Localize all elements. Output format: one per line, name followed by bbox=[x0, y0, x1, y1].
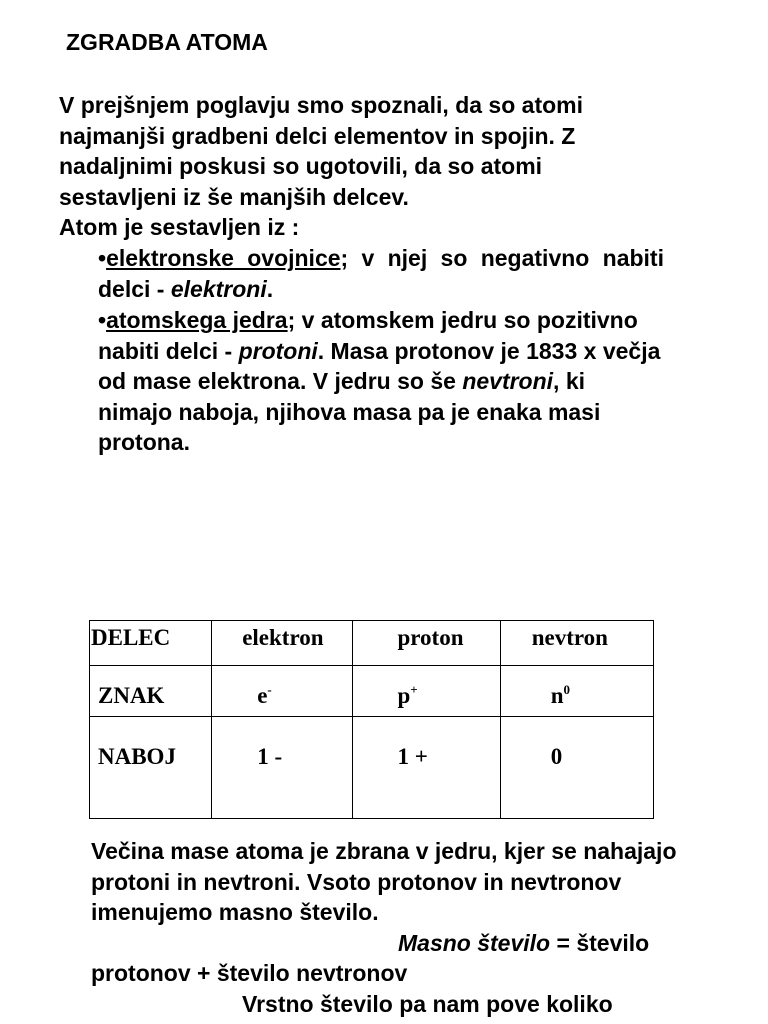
table-cell bbox=[353, 717, 500, 819]
term-electron-shell: elektronske ovojnice bbox=[106, 245, 341, 271]
term-electrons: elektroni bbox=[170, 275, 267, 302]
symbol-charge: + bbox=[410, 682, 418, 698]
table-cell bbox=[212, 666, 353, 717]
mass-equation-continued: protonov + število nevtronov bbox=[91, 960, 408, 986]
neutron-charge: 0 bbox=[550, 744, 563, 770]
header-neutron: nevtron bbox=[531, 625, 608, 650]
header-proton: proton bbox=[397, 625, 464, 650]
item-text: . Masa protonov je 1833 x večja od mase elektrona. V jedru so še bbox=[98, 337, 661, 394]
proton-charge: 1 + bbox=[397, 744, 428, 770]
bullet: • bbox=[98, 245, 107, 271]
bottom-paragraph: Večina mase atoma je zbrana v jedru, kjer se nahajajo protoni in nevtroni. Vsoto protonov in nevtronov imenujemo masno število. bbox=[91, 838, 677, 925]
item-text: , ki nimajo naboja, njihova masa pa je enaka masi protona. bbox=[98, 368, 601, 455]
intro-section bbox=[59, 90, 659, 243]
item-text: ; v atomskem jedru so pozitivno nabiti delci - bbox=[98, 307, 638, 364]
row-label-naboj: NABOJ bbox=[98, 744, 176, 770]
table-cell bbox=[500, 666, 653, 717]
table-cell bbox=[353, 666, 500, 717]
bullet: • bbox=[98, 307, 107, 333]
table-cell bbox=[353, 621, 500, 666]
term-neutrons: nevtroni bbox=[462, 368, 554, 394]
mass-equation: = število bbox=[550, 929, 650, 956]
list-item-electron-shell bbox=[98, 243, 664, 304]
table-row bbox=[90, 717, 654, 819]
intro-lead: Atom je sestavljen iz : bbox=[59, 214, 300, 240]
table-cell bbox=[90, 621, 212, 666]
table-cell bbox=[90, 717, 212, 819]
intro-paragraph: V prejšnjem poglavju smo spoznali, da so atomi najmanjši gradbeni delci elementov in spojin. Z nadaljnimi poskusi so ugotovili, da so atomi sestavljeni iz še manjših delcev. bbox=[59, 92, 584, 210]
table-cell bbox=[212, 717, 353, 819]
item-text: . bbox=[266, 275, 274, 302]
table-cell bbox=[212, 621, 353, 666]
symbol-base: n bbox=[550, 683, 564, 709]
symbol-charge: - bbox=[267, 682, 272, 698]
item-text: ; v njej so negativno nabiti delci - bbox=[98, 245, 664, 302]
header-electron: elektron bbox=[242, 625, 324, 650]
mass-number-line bbox=[91, 928, 691, 959]
term-protons: protoni bbox=[238, 337, 318, 364]
table-row bbox=[90, 621, 654, 666]
bottom-section bbox=[91, 836, 691, 1019]
symbol-base: e bbox=[257, 683, 268, 709]
symbol-base: p bbox=[397, 683, 411, 709]
term-nucleus: atomskega jedra bbox=[106, 307, 288, 333]
symbol-charge: 0 bbox=[563, 682, 570, 698]
table-row bbox=[90, 666, 654, 717]
table-cell bbox=[500, 717, 653, 819]
list-item-nucleus bbox=[98, 305, 664, 458]
electron-charge: 1 - bbox=[257, 744, 283, 770]
term-mass-number: Masno število bbox=[398, 929, 551, 956]
particles-table bbox=[89, 620, 654, 819]
last-line: Vrstno število pa nam pove koliko bbox=[242, 990, 613, 1017]
page-title: ZGRADBA ATOMA bbox=[66, 29, 268, 55]
electron-symbol bbox=[212, 666, 352, 709]
header-delec: DELEC bbox=[91, 625, 171, 650]
row-label-znak: ZNAK bbox=[98, 683, 165, 709]
table-cell bbox=[500, 621, 653, 666]
table-cell bbox=[90, 666, 212, 717]
neutron-symbol bbox=[501, 666, 653, 709]
proton-symbol bbox=[353, 666, 499, 709]
